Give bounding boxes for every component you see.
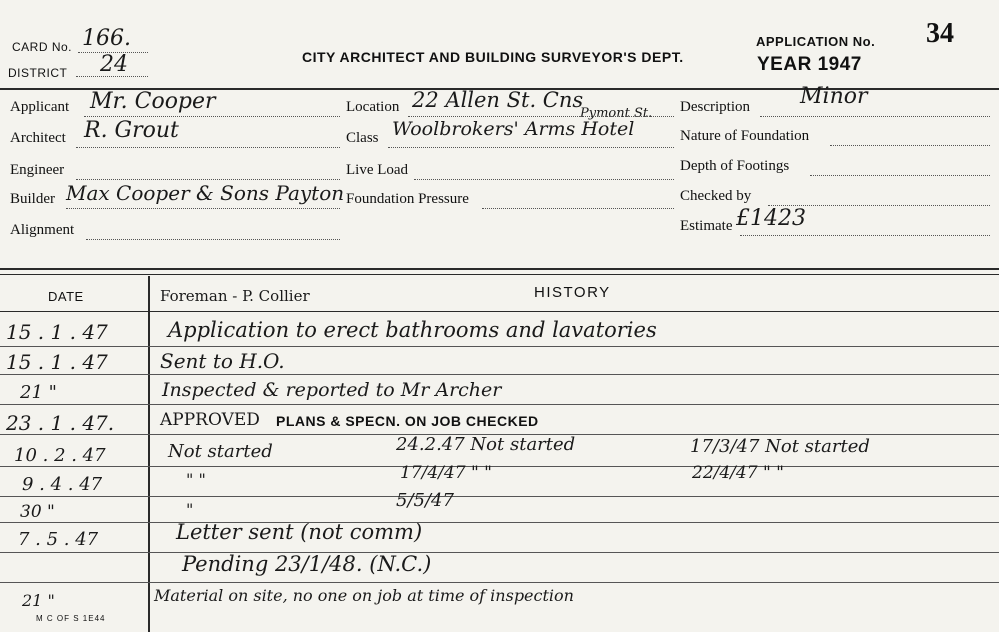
history-text: Sent to H.O.	[160, 349, 285, 373]
location-value: 22 Allen St. Cns	[412, 88, 584, 112]
alignment-label: Alignment	[10, 222, 75, 238]
card-no-label: CARD No.	[12, 40, 73, 54]
class-value: Woolbrokers' Arms Hotel	[392, 118, 635, 140]
estimate-label: Estimate	[680, 218, 733, 234]
row-rule	[0, 552, 999, 553]
nature-line	[830, 145, 990, 146]
builder-line	[66, 208, 340, 209]
row-rule	[0, 466, 999, 467]
history-extra: 17/3/47 Not started	[690, 436, 870, 457]
foundation-pressure-label: Foundation Pressure	[346, 191, 469, 207]
description-label: Description	[680, 99, 750, 115]
nature-label: Nature of Foundation	[680, 128, 810, 144]
history-header: HISTORY	[534, 284, 611, 301]
row-rule	[0, 496, 999, 497]
row-rule	[0, 404, 999, 405]
district-value: 24	[100, 52, 128, 77]
depth-label: Depth of Footings	[680, 158, 790, 174]
approval-stamp: PLANS & SPECN. ON JOB CHECKED	[276, 413, 539, 429]
history-top-rule-2	[0, 274, 999, 275]
history-text: Pending 23/1/48. (N.C.)	[182, 552, 432, 576]
architect-value: R. Grout	[84, 118, 179, 143]
alignment-line	[86, 239, 340, 240]
date-column-divider	[148, 276, 150, 632]
location-label: Location	[346, 99, 400, 115]
history-text: Application to erect bathrooms and lavatories	[168, 318, 657, 342]
estimate-value: £1423	[736, 206, 806, 231]
history-date: 21 "	[22, 591, 55, 610]
description-value: Minor	[800, 84, 868, 109]
history-header-rule	[0, 311, 999, 312]
live-load-line	[414, 179, 674, 180]
history-extra: 17/4/47 " "	[400, 463, 492, 483]
builder-value: Max Cooper & Sons Payton	[66, 181, 345, 205]
builder-label: Builder	[10, 191, 55, 207]
depth-line	[810, 175, 990, 176]
live-load-label: Live Load	[346, 162, 409, 178]
history-date: 9 . 4 . 47	[22, 474, 103, 495]
engineer-label: Engineer	[10, 162, 65, 178]
history-text: "	[186, 500, 194, 519]
date-header: DATE	[48, 289, 84, 304]
history-date: 15 . 1 . 47	[6, 320, 108, 344]
history-text: Not started	[168, 441, 273, 462]
architect-label: Architect	[10, 130, 66, 146]
row-rule	[0, 346, 999, 347]
location-line	[408, 116, 674, 117]
applicant-line	[84, 116, 340, 117]
architect-line	[76, 147, 340, 148]
history-date: 10 . 2 . 47	[14, 445, 106, 466]
checked-label: Checked by	[680, 188, 752, 204]
card-no-value: 166.	[82, 26, 131, 51]
location-note: Pymont St.	[580, 106, 653, 121]
history-date: 15 . 1 . 47	[6, 350, 108, 374]
applicant-value: Mr. Cooper	[90, 89, 216, 114]
foreman: Foreman - P. Collier	[160, 287, 310, 305]
history-date: 23 . 1 . 47.	[6, 411, 115, 435]
applicant-label: Applicant	[10, 99, 70, 115]
history-date: 30 "	[20, 502, 55, 522]
history-date: 7 . 5 . 47	[18, 529, 99, 550]
estimate-line	[740, 235, 990, 236]
history-date: 21 "	[20, 382, 57, 403]
foundation-pressure-line	[482, 208, 674, 209]
history-top-rule	[0, 268, 999, 270]
history-extra: 5/5/47	[396, 490, 454, 511]
year-label: YEAR 1947	[757, 54, 862, 75]
history-text: APPROVED	[160, 410, 260, 430]
dept-title: CITY ARCHITECT AND BUILDING SURVEYOR'S DEPT.	[302, 49, 684, 65]
form-code: M C OF S 1E44	[36, 614, 106, 623]
row-rule	[0, 582, 999, 583]
class-line	[388, 147, 674, 148]
application-label: APPLICATION No.	[756, 34, 876, 49]
history-extra: 24.2.47 Not started	[396, 434, 576, 455]
row-rule	[0, 374, 999, 375]
history-text: Inspected & reported to Mr Archer	[162, 379, 502, 401]
history-text: " "	[186, 470, 206, 489]
history-extra: 22/4/47 " "	[692, 463, 784, 483]
description-line	[760, 116, 990, 117]
application-number: 34	[926, 18, 954, 49]
engineer-line	[76, 179, 340, 180]
row-rule	[0, 522, 999, 523]
history-text: Material on site, no one on job at time of inspection	[154, 586, 574, 605]
district-line	[76, 76, 148, 77]
district-label: DISTRICT	[8, 66, 68, 80]
class-label: Class	[346, 130, 379, 146]
history-text: Letter sent (not comm)	[176, 520, 423, 544]
